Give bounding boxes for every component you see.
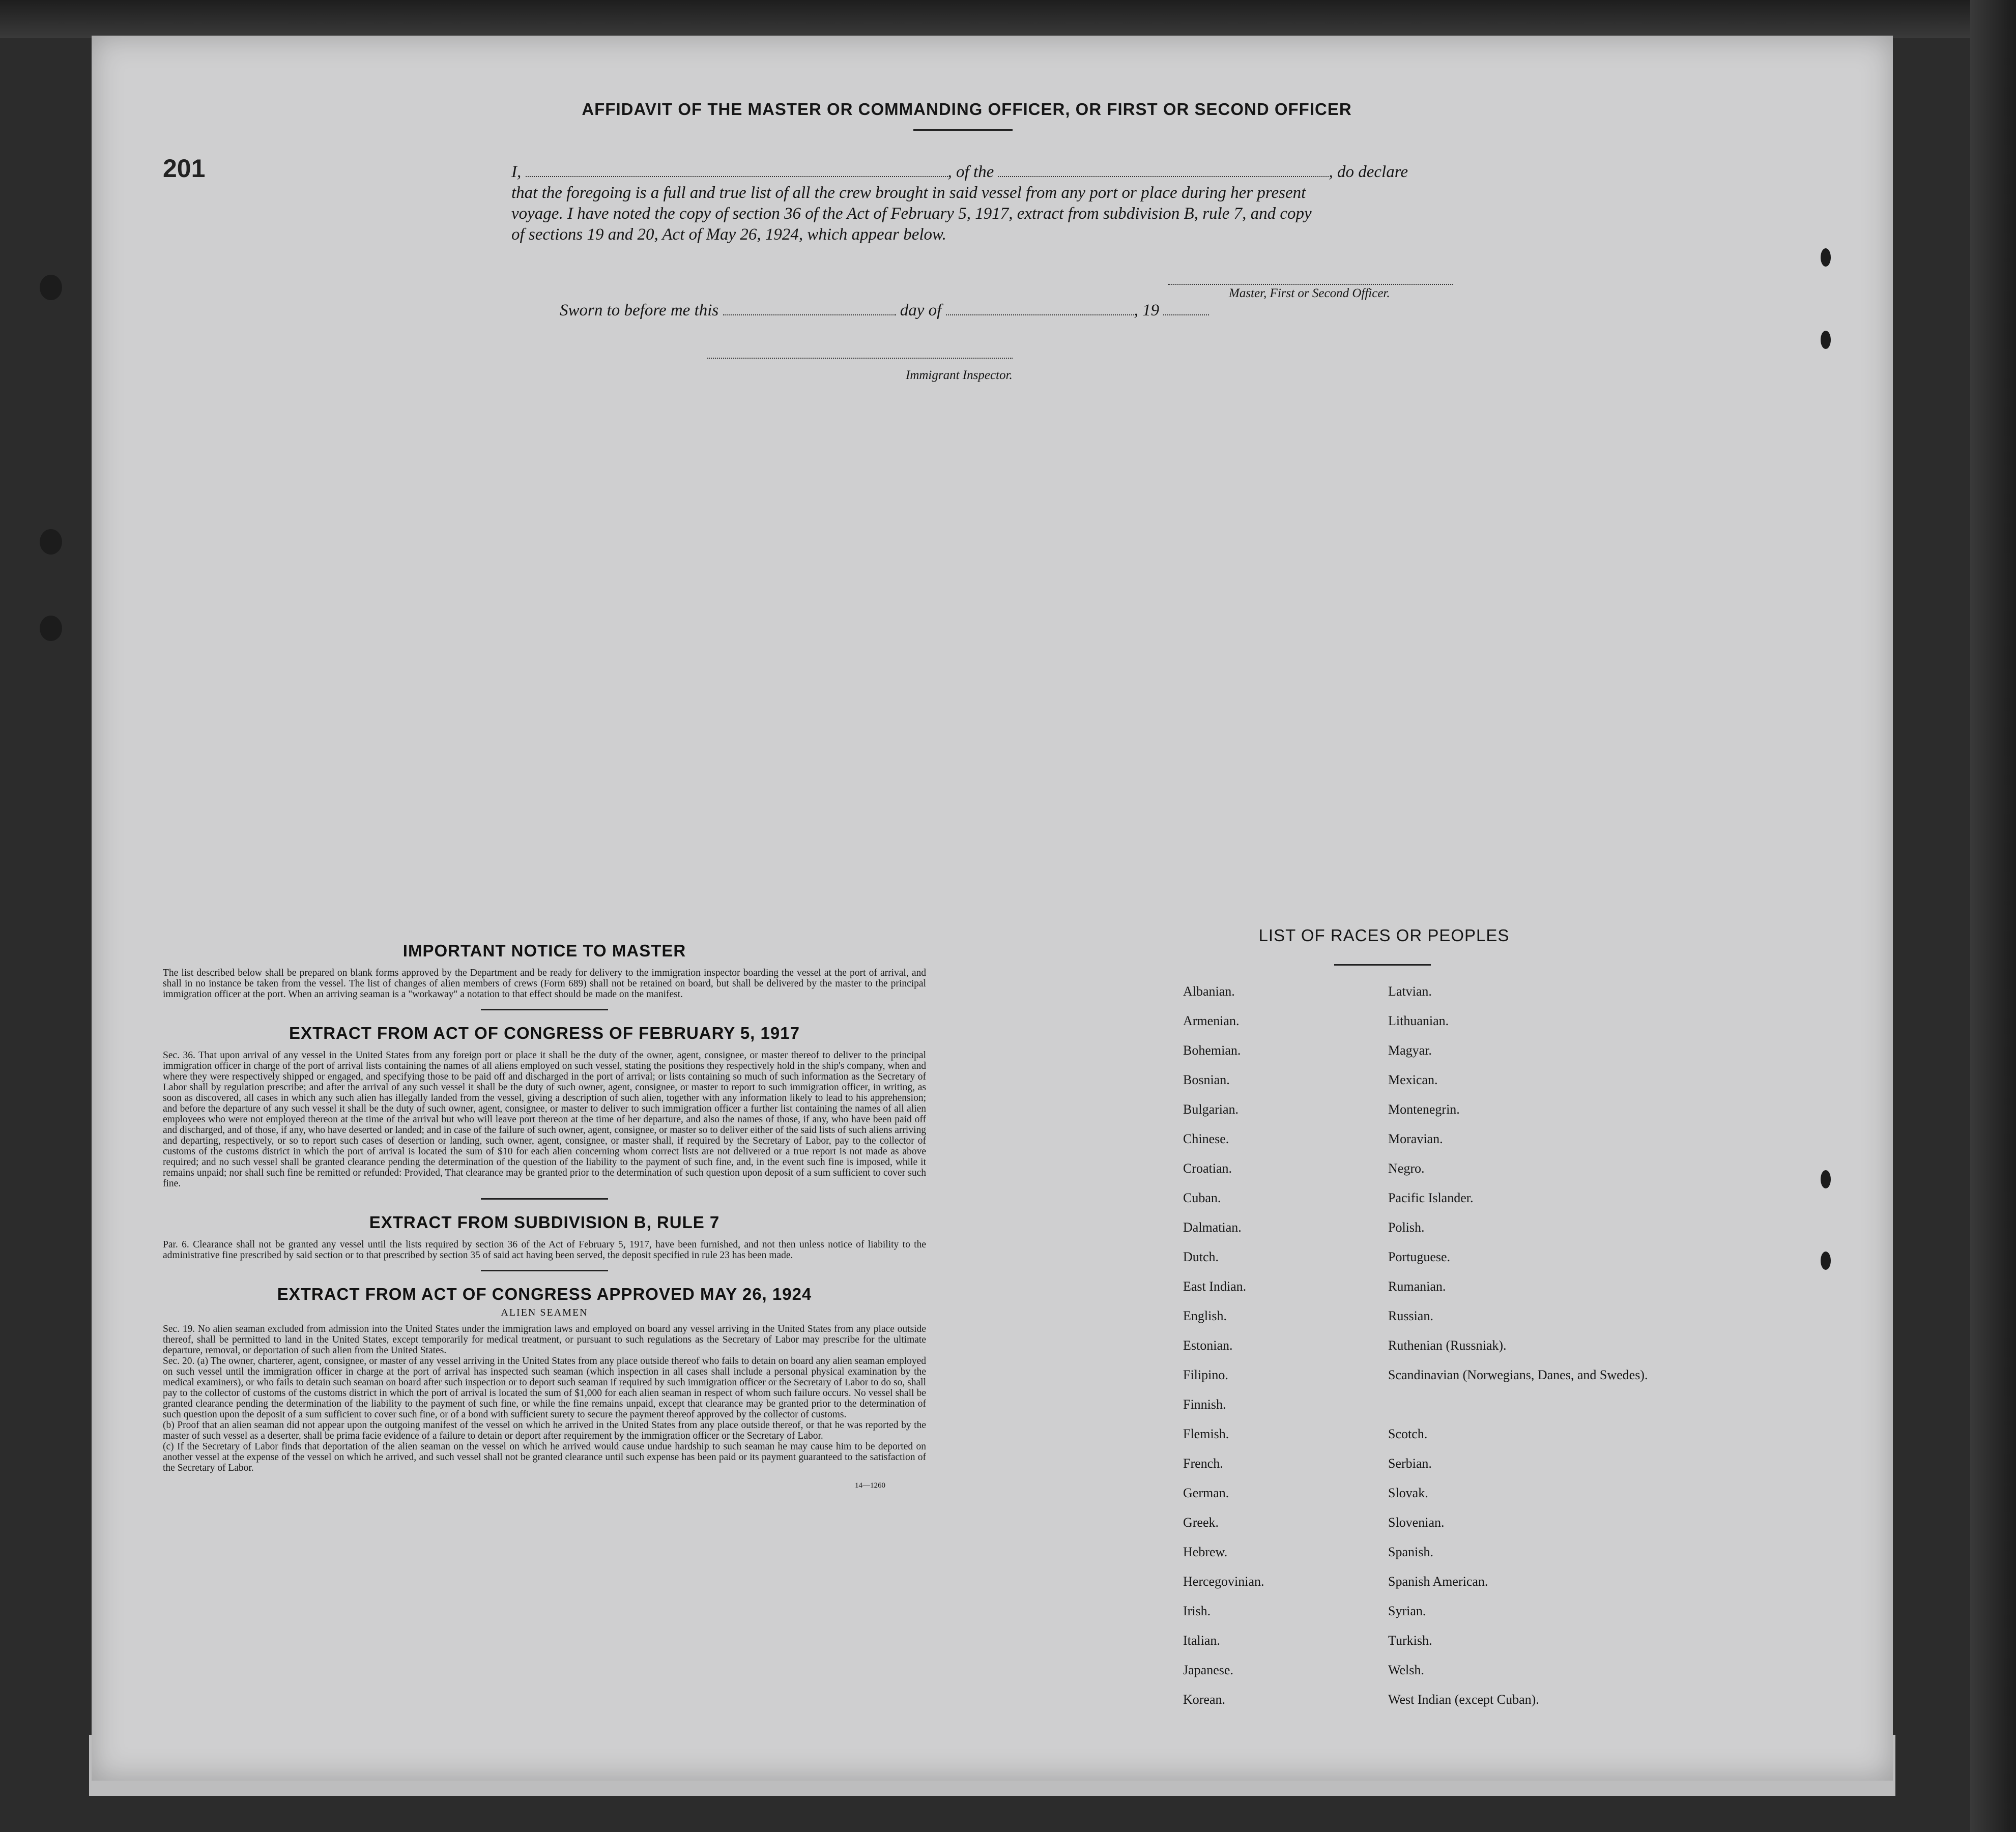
race-item: Finnish.	[1183, 1397, 1226, 1412]
sworn-day-field[interactable]	[723, 303, 896, 315]
race-item: Mexican.	[1388, 1072, 1438, 1087]
inspector-signature-caption: Immigrant Inspector.	[906, 368, 1013, 382]
affidavit-line-1	[511, 162, 1488, 183]
extract-1924-sec20c: (c) If the Secretary of Labor finds that deportation of the alien seaman on the vessel on which he arrived would cause undue hardship to such seaman he may cause him to be deported on another vessel at the expense of the vessel on which he arrived, and such vessel shall not be granted clearance until such expense has been paid or its payment guaranteed to the satisfaction of the Secretary of Labor.	[163, 1441, 926, 1473]
race-item: Dalmatian.	[1183, 1220, 1242, 1235]
sworn-label: Sworn to before me this	[560, 301, 719, 319]
form-number: 14—1260	[855, 1481, 885, 1490]
race-item: Spanish American.	[1388, 1574, 1488, 1589]
race-item: German.	[1183, 1486, 1229, 1500]
extract-1924-sec20b: (b) Proof that an alien seaman did not appear upon the outgoing manifest of the vessel on which he arrived in the United States from any place outside thereof, or that he was reported by the master of such vessel as a deserter, shall be prima facie evidence of a failure to detain or deport after requirement by the immigration officer or the Secretary of Labor.	[163, 1420, 926, 1441]
affidavit-i: I,	[511, 163, 522, 181]
race-item: Magyar.	[1388, 1043, 1432, 1058]
divider	[481, 1270, 608, 1271]
races-title-rule	[1334, 964, 1431, 966]
race-item: Polish.	[1388, 1220, 1425, 1235]
race-item: Pacific Islander.	[1388, 1190, 1474, 1205]
divider	[481, 1198, 608, 1200]
punch-hole-right-1	[1821, 248, 1831, 267]
punch-hole-left-3	[40, 616, 62, 641]
extract-1924-subtitle: ALIEN SEAMEN	[501, 1307, 588, 1318]
races-right-column	[1388, 977, 1648, 1714]
race-item: Moravian.	[1388, 1131, 1443, 1146]
race-item: Scandinavian (Norwegians, Danes, and Swedes).	[1388, 1368, 1648, 1382]
affidavit-title: AFFIDAVIT OF THE MASTER OR COMMANDING OFFICER, OR FIRST OR SECOND OFFICER	[582, 100, 1352, 119]
race-item: East Indian.	[1183, 1279, 1247, 1294]
affidavit-line-2: that the foregoing is a full and true list of all the crew brought in said vessel from any port or place during her present	[511, 184, 1306, 202]
punch-hole-left-2	[40, 529, 62, 555]
extract-1924-sec20a: Sec. 20. (a) The owner, charterer, agent, consignee, or master of any vessel arriving in the United States from any place outside thereof who fails to detain on board any alien seaman employed on such vessel until the immigration officer in charge at the port of arrival has inspected such seaman (which inspection in all cases shall include a personal physical examination by the medical examiners), or who fails to detain such seaman on board after such inspection or to deport such seaman if required by such immigration officer or the Secretary of Labor to do so, shall pay to the collector of customs of the customs district in which the port of arrival is located the sum of $1,000 for each alien seaman in respect of whom such failure occurs. No vessel shall be granted clearance pending the determination of the liability to the payment of such fine, or while the fine remains unpaid, except that clearance may be granted prior to the determination of such question upon the deposit of a sum sufficient to cover such fine, or of a bond with sufficient surety to secure the payment thereof approved by the collector of customs.	[163, 1356, 926, 1420]
scan-border-top	[0, 0, 2016, 38]
race-item: Hebrew.	[1183, 1545, 1228, 1559]
race-item: Negro.	[1388, 1161, 1425, 1176]
race-item: Serbian.	[1388, 1456, 1432, 1471]
races-title: LIST OF RACES OR PEOPLES	[1258, 926, 1510, 945]
race-item: Montenegrin.	[1388, 1102, 1460, 1117]
race-item: Chinese.	[1183, 1131, 1229, 1146]
punch-hole-right-2	[1821, 331, 1831, 349]
race-item: Scotch.	[1388, 1427, 1428, 1441]
race-item: Bulgarian.	[1183, 1102, 1239, 1117]
vessel-name-field[interactable]	[998, 165, 1329, 177]
punch-hole-right-4	[1821, 1252, 1831, 1270]
race-item: Albanian.	[1183, 984, 1235, 999]
affidavit-line-3: voyage. I have noted the copy of section 36 of the Act of February 5, 1917, extract from subdivision B, rule 7, and copy	[511, 205, 1312, 223]
race-item: Latvian.	[1388, 984, 1432, 999]
race-item: Bohemian.	[1183, 1043, 1241, 1058]
race-item: Turkish.	[1388, 1633, 1432, 1648]
sworn-year-prefix: , 19	[1134, 301, 1160, 319]
extract-1917-title: EXTRACT FROM ACT OF CONGRESS OF FEBRUARY 5, 1917	[289, 1024, 800, 1042]
race-item: Spanish.	[1388, 1545, 1433, 1559]
inspector-signature-line[interactable]	[707, 358, 1013, 359]
affidavit-do-declare: , do declare	[1329, 163, 1408, 181]
notice-title: IMPORTANT NOTICE TO MASTER	[402, 941, 686, 960]
race-item: West Indian (except Cuban).	[1388, 1692, 1539, 1707]
race-item: Slovenian.	[1388, 1515, 1445, 1530]
scan-border-right	[1970, 0, 2016, 1832]
affidavit-line-4: of sections 19 and 20, Act of May 26, 1924, which appear below.	[511, 225, 946, 244]
race-item: French.	[1183, 1456, 1223, 1471]
race-item: Irish.	[1183, 1604, 1211, 1618]
race-item: Greek.	[1183, 1515, 1219, 1530]
sworn-day-of: day of	[900, 301, 942, 319]
race-item: Armenian.	[1183, 1013, 1240, 1028]
race-item: Korean.	[1183, 1692, 1226, 1707]
race-item: Japanese.	[1183, 1663, 1233, 1677]
race-item: Croatian.	[1183, 1161, 1232, 1176]
affidavit-of-the: , of the	[947, 163, 994, 181]
sworn-month-field[interactable]	[946, 303, 1134, 315]
master-signature-line[interactable]	[1168, 284, 1453, 285]
affidavit-statement	[511, 162, 1488, 245]
race-item: Welsh.	[1388, 1663, 1424, 1677]
extract-1924-sec19: Sec. 19. No alien seaman excluded from admission into the United States under the immigration laws and employed on board any vessel arriving in the United States from any place outside thereof, shall be permitted to land in the United States, except temporarily for medical treatment, or pursuant to such regulations as the Secretary of Labor may prescribe for the ultimate departure, removal, or deportation of such alien from the United States.	[163, 1324, 926, 1356]
notices-column	[163, 941, 926, 1490]
sworn-statement	[560, 301, 1209, 320]
notice-body: The list described below shall be prepared on blank forms approved by the Department and be ready for delivery to the immigration inspector boarding the vessel at the port of arrival, and shall in no instance be taken from the vessel. The list of changes of alien members of crews (Form 689) shall not be retained on board, but shall be delivered by the master to the principal immigration officer at the port. When an arriving seaman is a "workaway" a notation to that effect should be made on the manifest.	[163, 968, 926, 1000]
race-item: Syrian.	[1388, 1604, 1426, 1618]
master-name-field[interactable]	[526, 165, 948, 177]
sworn-year-field[interactable]	[1163, 303, 1209, 315]
race-item: Hercegovinian.	[1183, 1574, 1264, 1589]
punch-hole-right-3	[1821, 1170, 1831, 1188]
extract-1917-body: Sec. 36. That upon arrival of any vessel in the United States from any foreign port or place it shall be the duty of the owner, agent, consignee, or master thereof to deliver to the principal immigration officer in charge of the port of arrival lists containing the names of all aliens employed on such vessel, stating the positions they respectively hold in the ship's company, when and where they were respectively shipped or engaged, and specifying those to be paid off and discharged in the port of arrival; or lists containing so much of such information as the Secretary of Labor shall by regulation prescribe; and after the arrival of any such vessel it shall be the duty of such owner, agent, consignee, or master to report to such immigration officer, in writing, as soon as discovered, all cases in which any such alien has illegally landed from the vessel, giving a description of such alien, together with any information likely to lead to his apprehension; and before the departure of any such vessel it shall be the duty of such owner, agent, consignee, or master to deliver to such immigration officer a further list containing the names of all alien employees who were not employed thereon at the time of the arrival but who will leave port thereon at the time of her departure, and also the names of those, if any, who have been paid off and discharged, and of those, if any, who have deserted or landed; and in case of the failure of such owner, agent, consignee, or master so to deliver either of the said lists of such aliens arriving and departing, respectively, or so to report such cases of desertion or landing, such owner, agent, consignee, or master shall, if required by the Secretary of Labor, pay to the collector of customs of the customs district in which the port of arrival is located the sum of $10 for each alien concerning whom correct lists are not delivered or a true report is not made as above required; and no such vessel shall be granted clearance pending the determination of the question of the liability to the payment of such fine, and, in the event such fine is imposed, while it remains unpaid; nor shall such fine be remitted or refunded: Provided, That clearance may be granted prior to the determination of such question upon deposit of a sum sufficient to cover such fine.	[163, 1050, 926, 1189]
race-item: English.	[1183, 1308, 1227, 1323]
affidavit-title-rule	[913, 129, 1013, 131]
race-item: Italian.	[1183, 1633, 1220, 1648]
extract-1924-title: EXTRACT FROM ACT OF CONGRESS APPROVED MAY 26, 1924	[277, 1285, 812, 1303]
page-number: 201	[163, 154, 206, 183]
race-item: Dutch.	[1183, 1249, 1219, 1264]
divider	[481, 1009, 608, 1010]
race-item: Cuban.	[1183, 1190, 1221, 1205]
race-item: Flemish.	[1183, 1427, 1229, 1441]
race-item: Portuguese.	[1388, 1249, 1451, 1264]
race-item: Lithuanian.	[1388, 1013, 1449, 1028]
race-item: Ruthenian (Russniak).	[1388, 1338, 1507, 1353]
races-left-column	[1183, 977, 1264, 1714]
race-item: Slovak.	[1388, 1486, 1428, 1500]
race-item: Filipino.	[1183, 1368, 1228, 1382]
punch-hole-left-1	[40, 275, 62, 300]
master-signature-caption: Master, First or Second Officer.	[1229, 286, 1390, 300]
race-item: Russian.	[1388, 1308, 1433, 1323]
extract-rule7-body: Par. 6. Clearance shall not be granted any vessel until the lists required by section 36 of the Act of February 5, 1917, have been furnished, and not then unless notice of liability to the administrative fine prescribed by said section or to that prescribed by section 35 of said act having been served, the deposit specified in rule 23 has been made.	[163, 1239, 926, 1261]
extract-rule7-title: EXTRACT FROM SUBDIVISION B, RULE 7	[369, 1213, 720, 1232]
race-item: Estonian.	[1183, 1338, 1233, 1353]
race-item: Rumanian.	[1388, 1279, 1446, 1294]
race-item: Bosnian.	[1183, 1072, 1230, 1087]
